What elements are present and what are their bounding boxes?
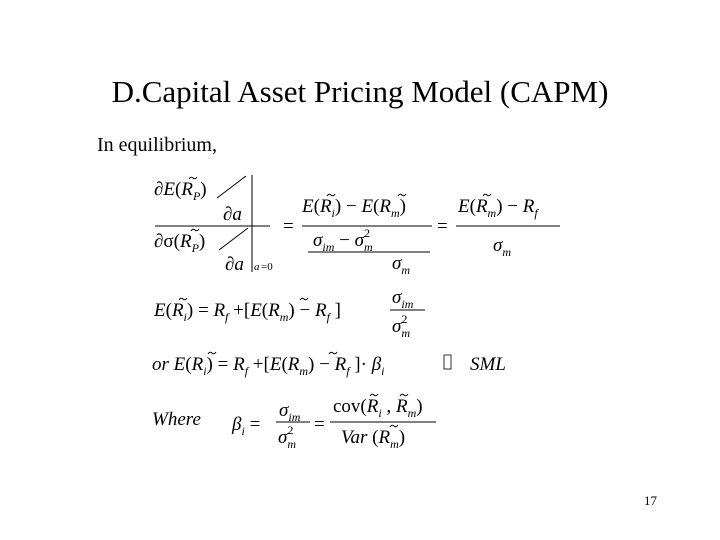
svg-text:SML: SML — [470, 354, 506, 375]
slide-title: D.Capital Asset Pricing Model (CAPM) — [111, 74, 609, 109]
equation-4-beta — [152, 394, 436, 451]
svg-text:σm: $\sigma_m$ — [493, 235, 512, 259]
svg-text:=: = — [437, 216, 448, 237]
svg-text:σ2m: $\sigma^2$ m — [392, 312, 411, 340]
svg-text:βi =: $\beta_i$ = — [232, 414, 261, 438]
svg-text:=0: =0 — [261, 261, 273, 273]
svg-text:=: = — [314, 414, 325, 435]
svg-text:∂E(RP): $\partial E(R_P)$ — [154, 179, 207, 203]
svg-text:=: = — [283, 216, 294, 237]
svg-text:σm: $\sigma_m$ — [392, 253, 411, 277]
svg-text:∂a: ∂a — [223, 204, 242, 225]
svg-text:∂a: ∂a — [225, 254, 244, 275]
svg-text:σim: $\sigma_{im}$ — [279, 400, 301, 424]
svg-text:σim − σ2m: $\sigma_{im} - \sigma^2$ m — [313, 226, 373, 254]
svg-text:cov(Ri , Rm): $cov(R_i$ , $R_m$) — [333, 396, 423, 420]
svg-text:E(Ri) − E(Rm): $E(R_i) - E(R_m)$ — [302, 196, 406, 220]
equation-1 — [154, 175, 560, 277]
svg-text:∂σ(RP): $\partial\sigma(R_P)$ — [154, 231, 206, 255]
svg-text:σim: $\sigma_{im}$ — [392, 287, 414, 311]
svg-text:Var (Rm): Var $(R_m)$ — [341, 427, 406, 451]
svg-text:Where: Where — [152, 409, 201, 430]
equation-2 — [153, 287, 425, 340]
svg-text:a: a — [254, 261, 260, 273]
svg-text:E(Ri) = Rf +[E(Rm) − Rf ]: $E(R_i) = R_f +[E(R_m) - R_f$ ] — [154, 300, 341, 324]
equation-3-sml — [152, 352, 506, 378]
svg-text:or E(Ri) = Rf +[E(Rm) − Rf ]·: or $E(R_i) = R_f +[E(R_m) - R_f$ ]· $\beta_i$ — [152, 354, 385, 378]
page-number: 17 — [644, 493, 657, 508]
svg-text:σ2m: $\sigma^2$ m — [278, 423, 297, 451]
svg-text:E(Rm) − Rf: $E(R_m) - R_f$ — [458, 196, 538, 220]
intro-text: In equilibrium, — [97, 134, 217, 156]
